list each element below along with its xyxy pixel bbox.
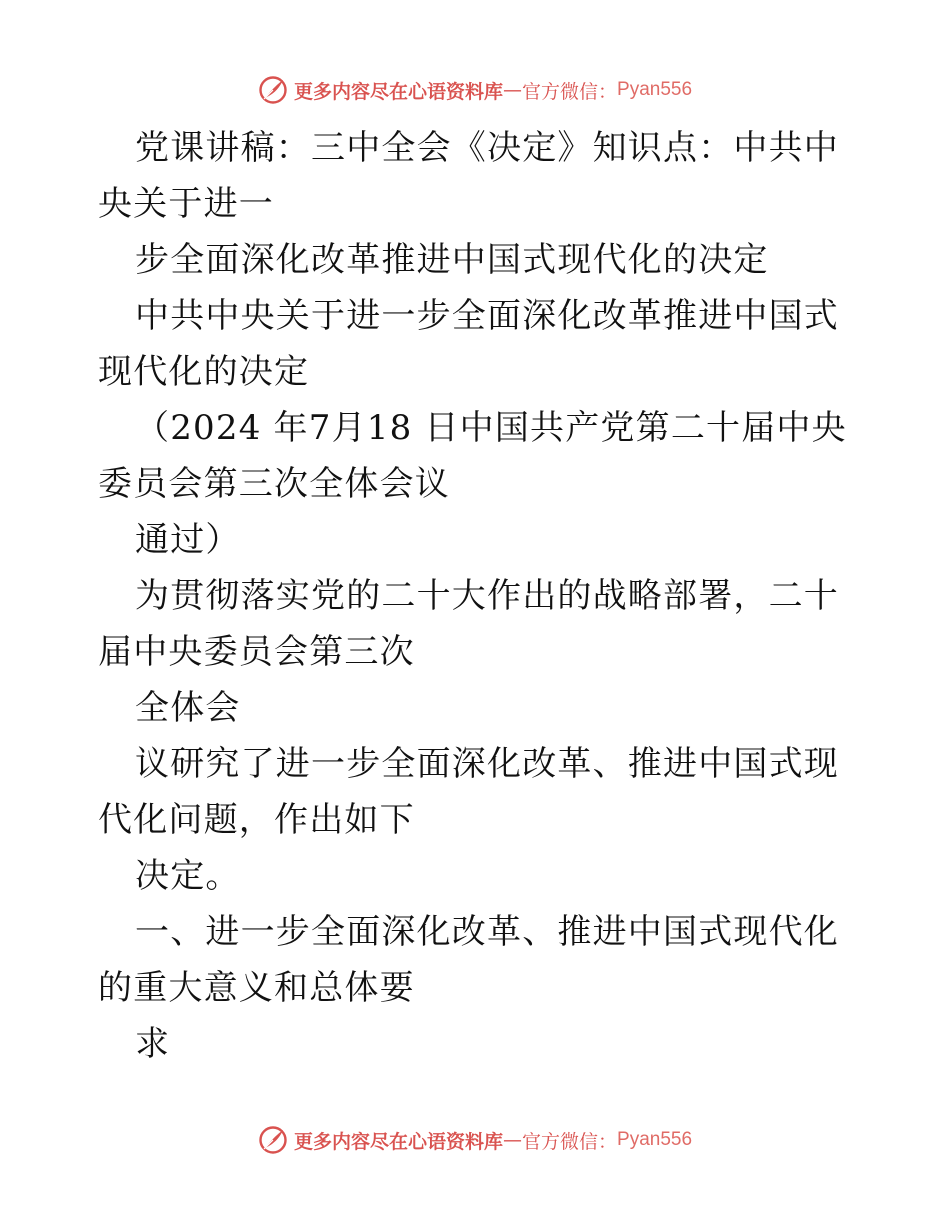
watermark-brand: 更多内容尽在心语资料库: [293, 1130, 503, 1153]
paragraph-title-line-1: 党课讲稿：三中全会《决定》知识点：中共中央关于进一: [98, 128, 839, 224]
watermark-label: 官方微信: [521, 80, 598, 103]
paragraph-intro-3: 议研究了进一步全面深化改革、推进中国式现代化问题，作出如下: [98, 744, 839, 840]
watermark-wechat-id: Pyan556: [617, 1129, 693, 1150]
paragraph-date-line: （2024 年7月18 日中国共产党第二十届中央委员会第三次全体会议: [98, 408, 847, 504]
paragraph-section-1-heading-end: 求: [135, 1024, 171, 1064]
document-body: [98, 120, 868, 1072]
paragraph-decision-heading: 中共中央关于进一步全面深化改革推进中国式现代化的决定: [98, 296, 839, 392]
watermark-footer: [0, 1122, 950, 1158]
feather-logo-icon: [258, 1125, 288, 1155]
paragraph-intro-4: 决定。: [135, 856, 241, 896]
paragraph-intro-2: 全体会: [135, 688, 241, 728]
watermark-separator: ：: [598, 80, 618, 103]
watermark-header: [0, 72, 950, 108]
watermark-separator: ：: [598, 1130, 618, 1153]
watermark-label: 官方微信: [521, 1130, 598, 1153]
watermark-brand: 更多内容尽在心语资料库: [293, 80, 503, 103]
paragraph-title-line-2: 步全面深化改革推进中国式现代化的决定: [135, 240, 769, 280]
watermark-dash: —: [502, 1129, 522, 1151]
watermark-wechat-id: Pyan556: [617, 79, 693, 100]
watermark-dash: —: [502, 79, 522, 101]
paragraph-intro-1: 为贯彻落实党的二十大作出的战略部署，二十届中央委员会第三次: [98, 576, 839, 672]
paragraph-adopted: 通过）: [135, 520, 241, 560]
feather-logo-icon: [258, 75, 288, 105]
paragraph-section-1-heading: 一、进一步全面深化改革、推进中国式现代化的重大意义和总体要: [98, 912, 839, 1008]
